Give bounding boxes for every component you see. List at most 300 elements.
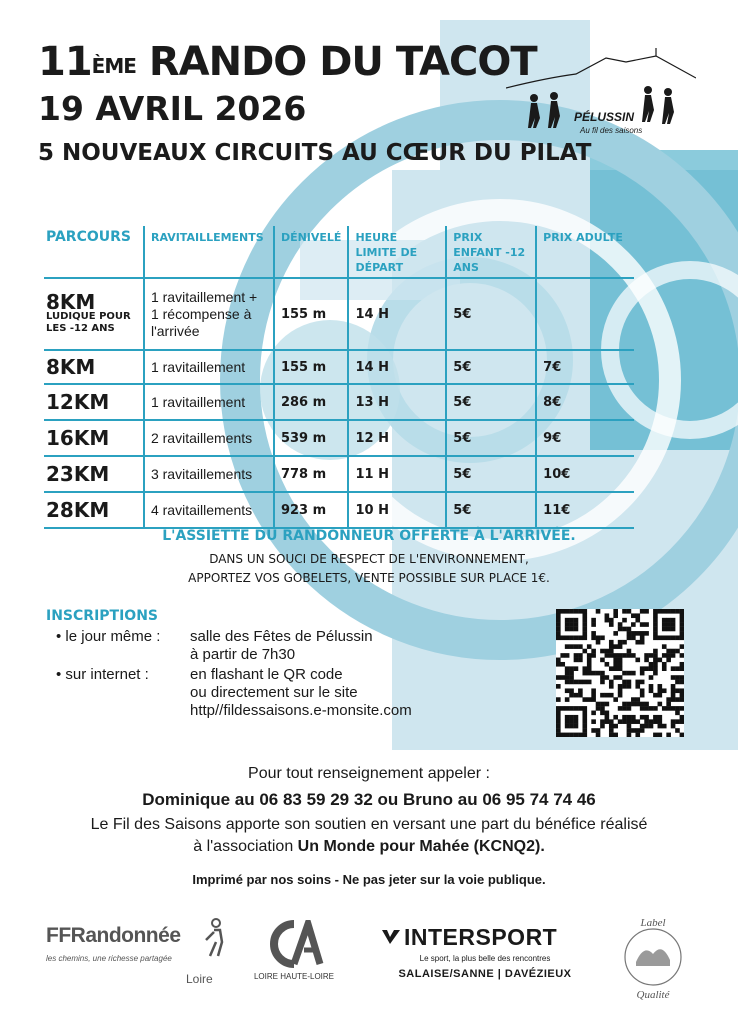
qr-module [556,618,561,623]
qr-module [627,684,632,689]
header-prix-enfant: PRIX ENFANT -12 ANS [446,226,536,278]
qr-module [631,702,636,707]
qr-module [578,688,583,693]
cell-denivele: 286 m [274,384,349,420]
qr-module [596,706,601,711]
edition-suffix: ÈME [91,54,136,78]
cell-prix-enfant: 5€ [446,492,536,528]
qr-module [574,680,579,685]
qr-module [666,658,671,663]
qr-module [591,693,596,698]
cell-ravitaillements: 4 ravitaillements [144,492,274,528]
qr-module [574,666,579,671]
cell-prix-adulte: 7€ [536,350,634,384]
qr-module [631,697,636,702]
qr-module [631,728,636,733]
internet-label: • sur internet : [56,666,149,683]
cell-heure: 14 H [348,278,446,350]
qr-module [653,622,658,627]
qr-module [675,649,680,654]
qr-module [578,609,583,614]
hiker-icon [200,918,230,958]
support-prefix: à l'association [193,838,298,855]
qr-module [649,688,654,693]
qr-module [680,693,684,698]
qr-module [556,675,561,680]
qr-module [680,631,684,636]
qr-module [609,666,614,671]
qr-module [631,635,636,640]
qr-module [587,653,592,658]
qr-module [635,697,640,702]
qr-module [671,609,676,614]
qr-module [675,680,680,685]
qr-module [671,666,676,671]
qr-module [591,649,596,654]
qr-module [565,697,570,702]
qr-module [680,622,684,627]
qr-module [653,719,658,724]
qr-module [565,675,570,680]
qr-module [613,697,618,702]
cell-heure: 13 H [348,384,446,420]
qr-module [622,609,627,614]
qr-module [671,719,676,724]
qr-module [582,715,587,720]
qr-module [578,644,583,649]
qr-module [591,697,596,702]
qr-module [627,728,632,733]
qr-module [574,719,579,724]
qr-module [560,653,565,658]
qr-code[interactable] [556,609,684,737]
qr-module [680,688,684,693]
qr-module [605,675,610,680]
qr-module [640,702,645,707]
qr-module [587,666,592,671]
cell-ravitaillements: 3 ravitaillements [144,456,274,492]
qr-module [556,711,561,716]
qr-module [582,631,587,636]
qr-module [609,640,614,645]
cell-prix-adulte: 9€ [536,420,634,456]
internet-line-2: ou directement sur le site [190,684,358,701]
parcours-distance: 8KM [46,289,96,314]
qr-module [622,640,627,645]
qr-module [565,688,570,693]
qr-module [662,662,667,667]
qr-module [627,671,632,676]
qr-module [666,622,671,627]
qr-module [569,680,574,685]
qr-module [613,631,618,636]
qr-module [680,666,684,671]
qr-module [635,640,640,645]
qr-module [582,697,587,702]
label-qualite-badge [610,914,696,1000]
qr-module [565,671,570,676]
cell-denivele: 923 m [274,492,349,528]
qr-module [600,724,605,729]
qr-module [662,627,667,632]
qr-module [609,618,614,623]
qr-module [569,719,574,724]
event-date: 19 AVRIL 2026 [38,89,307,128]
qr-module [649,719,654,724]
qr-module [609,719,614,724]
qr-module [635,658,640,663]
qr-module [653,733,658,737]
qr-module [649,724,654,729]
jour-line-1: salle des Fêtes de Pélussin [190,628,373,645]
qr-module [613,724,618,729]
qr-module [666,697,671,702]
qr-module [653,653,658,658]
qr-module [600,680,605,685]
qr-module [644,706,649,711]
qr-module [578,733,583,737]
qr-module [556,719,561,724]
qr-module [644,609,649,614]
qr-module [600,719,605,724]
cell-prix-enfant: 5€ [446,384,536,420]
qr-module [662,622,667,627]
qr-module [662,635,667,640]
qr-module [569,693,574,698]
qr-module [574,693,579,698]
qr-module [675,719,680,724]
qr-module [653,631,658,636]
qr-module [569,618,574,623]
qr-module [605,662,610,667]
qr-module [609,653,614,658]
qr-module [569,706,574,711]
qr-module [675,711,680,716]
qr-module [556,631,561,636]
ffr-tagline: les chemins, une richesse partagée [46,954,172,963]
qr-module [653,613,658,618]
header-ravitaillements: RAVITAILLEMENTS [144,226,274,278]
print-notice: Imprimé par nos soins - Ne pas jeter sur la voie publique. [192,872,546,887]
qr-module [671,688,676,693]
qr-module [569,671,574,676]
cell-heure: 10 H [348,492,446,528]
qr-module [627,627,632,632]
ffr-name: FFRandonnée [46,924,181,947]
qr-module [649,662,654,667]
qr-module [591,653,596,658]
qr-module [613,609,618,614]
qr-module [582,719,587,724]
qr-module [565,622,570,627]
qr-module [605,719,610,724]
table-row [44,350,634,384]
qr-module [653,671,658,676]
qr-module [675,728,680,733]
qr-module [574,653,579,658]
qr-module [671,697,676,702]
qr-module [644,715,649,720]
qr-module [556,613,561,618]
qr-module [666,653,671,658]
qr-module [635,702,640,707]
qr-module [662,666,667,671]
qr-module [574,733,579,737]
qr-module [622,719,627,724]
qr-module [640,706,645,711]
qr-module [582,671,587,676]
qr-module [644,666,649,671]
qr-module [578,680,583,685]
qr-module [618,658,623,663]
qr-module [574,622,579,627]
contact-phones: Dominique au 06 83 59 29 32 ou Bruno au 06 95 74 74 46 [142,790,596,809]
qr-module [591,728,596,733]
qr-module [609,733,614,737]
qr-module [569,724,574,729]
qr-module [622,671,627,676]
qr-module [671,724,676,729]
qr-module [658,658,663,663]
qr-module [627,631,632,636]
qr-module [635,613,640,618]
table-row [44,384,634,420]
qr-module [680,653,684,658]
contact-section [0,762,738,890]
qr-module [658,693,663,698]
qr-module [635,680,640,685]
cell-heure: 14 H [348,350,446,384]
qr-module [556,697,561,702]
qr-module [613,653,618,658]
qr-module [640,609,645,614]
qr-module [666,733,671,737]
qr-module [627,733,632,737]
qr-module [556,733,561,737]
cell-denivele: 155 m [274,350,349,384]
qr-module [658,609,663,614]
qr-module [666,635,671,640]
qr-module [666,649,671,654]
qr-module [662,609,667,614]
qr-module [640,666,645,671]
qr-module [574,715,579,720]
qr-module [618,693,623,698]
qr-module [578,658,583,663]
qr-module [582,666,587,671]
qr-module [653,609,658,614]
qr-module [627,702,632,707]
qr-module [560,733,565,737]
qr-module [574,635,579,640]
qr-module [569,675,574,680]
qr-module [613,733,618,737]
cell-prix-adulte: 11€ [536,492,634,528]
qr-module [618,684,623,689]
jour-line-2: à partir de 7h30 [190,646,296,663]
qr-module [680,675,684,680]
qr-module [609,693,614,698]
ffrandonnee-logo [46,916,236,996]
qr-module [560,675,565,680]
qr-module [565,680,570,685]
qr-module [569,635,574,640]
qr-module [622,653,627,658]
qr-module [653,715,658,720]
qr-module [627,715,632,720]
qr-module [680,618,684,623]
qr-module [644,724,649,729]
qr-module [613,675,618,680]
qr-module [680,680,684,685]
qr-module [582,609,587,614]
qr-module [671,649,676,654]
qr-module [653,618,658,623]
jour-label: • le jour même : [56,628,161,645]
qr-module [658,733,663,737]
qr-module [658,635,663,640]
table-header-row [44,226,634,278]
qr-module [605,653,610,658]
qr-module [662,706,667,711]
event-name: RANDO DU TACOT [148,39,537,85]
qr-module [631,631,636,636]
qr-module [565,733,570,737]
qr-module [578,653,583,658]
qr-module [574,627,579,632]
qr-module [627,609,632,614]
cell-parcours: 12KM [44,384,144,420]
qr-module [618,640,623,645]
qr-module [622,627,627,632]
qr-module [653,662,658,667]
qr-module [675,675,680,680]
qr-module [560,706,565,711]
qr-module [596,702,601,707]
qr-module [631,622,636,627]
routes-table [44,226,634,529]
qr-module [591,671,596,676]
qr-module [569,622,574,627]
qr-module [582,613,587,618]
qr-module [680,635,684,640]
qr-module [556,622,561,627]
qr-module [675,697,680,702]
qr-module [591,618,596,623]
support-line-2 [0,836,738,858]
qr-module [600,671,605,676]
cell-ravitaillements: 1 ravitaillement + 1 récompense à l'arrivée [144,278,274,350]
qr-module [556,658,561,663]
qr-module [569,715,574,720]
qr-module [644,631,649,636]
qr-module [635,631,640,636]
qr-module [627,635,632,640]
qr-module [640,688,645,693]
qr-module [680,706,684,711]
qr-module [569,644,574,649]
qr-module [596,640,601,645]
qr-module [640,622,645,627]
qr-module [653,706,658,711]
qr-module [649,675,654,680]
qr-module [556,724,561,729]
qr-module [605,649,610,654]
qr-module [653,649,658,654]
cell-prix-enfant: 5€ [446,456,536,492]
qr-module [658,688,663,693]
label-bottom-text: Qualité [636,989,670,1000]
qr-module [582,711,587,716]
qr-module [578,693,583,698]
qr-module [680,662,684,667]
table-row [44,492,634,528]
qr-module [680,715,684,720]
qr-module [591,719,596,724]
qr-module [666,609,671,614]
cell-parcours: 8KM [44,350,144,384]
header-prix-adulte: PRIX ADULTE [536,226,634,278]
qr-module [600,658,605,663]
event-subtitle: 5 NOUVEAUX CIRCUITS AU CŒUR DU PILAT [38,140,592,166]
credit-agricole-icon [264,920,324,968]
qr-module [605,613,610,618]
qr-module [622,706,627,711]
eco-notice [0,550,738,588]
website-link[interactable]: http//fildessaisons.e-monsite.com [190,702,412,719]
pelussin-name: PÉLUSSIN [574,110,635,124]
qr-module [649,666,654,671]
qr-module [658,715,663,720]
qr-module [582,680,587,685]
qr-module [671,627,676,632]
cell-heure: 12 H [348,420,446,456]
qr-module [587,662,592,667]
qr-module [587,671,592,676]
qr-module [649,706,654,711]
eco-line-2: APPORTEZ VOS GOBELETS, VENTE POSSIBLE SUR PLACE 1€. [188,571,550,585]
qr-module [556,662,561,667]
qr-module [569,688,574,693]
qr-module [591,635,596,640]
qr-module [653,666,658,671]
qr-module [565,635,570,640]
qr-module [640,728,645,733]
qr-module [574,724,579,729]
qr-module [587,697,592,702]
qr-module [574,658,579,663]
qr-module [618,719,623,724]
qr-module [569,609,574,614]
qr-module [565,666,570,671]
qr-module [605,711,610,716]
qr-module [569,627,574,632]
qr-module [609,649,614,654]
qr-module [560,609,565,614]
qr-module [582,649,587,654]
qr-module [609,622,614,627]
qr-module [556,627,561,632]
qr-module [662,724,667,729]
qr-module [600,649,605,654]
cell-ravitaillements: 1 ravitaillement [144,384,274,420]
qr-module [569,666,574,671]
qr-module [613,662,618,667]
qr-module [556,684,561,689]
qr-module [640,640,645,645]
qr-module [613,666,618,671]
qr-module [666,627,671,632]
